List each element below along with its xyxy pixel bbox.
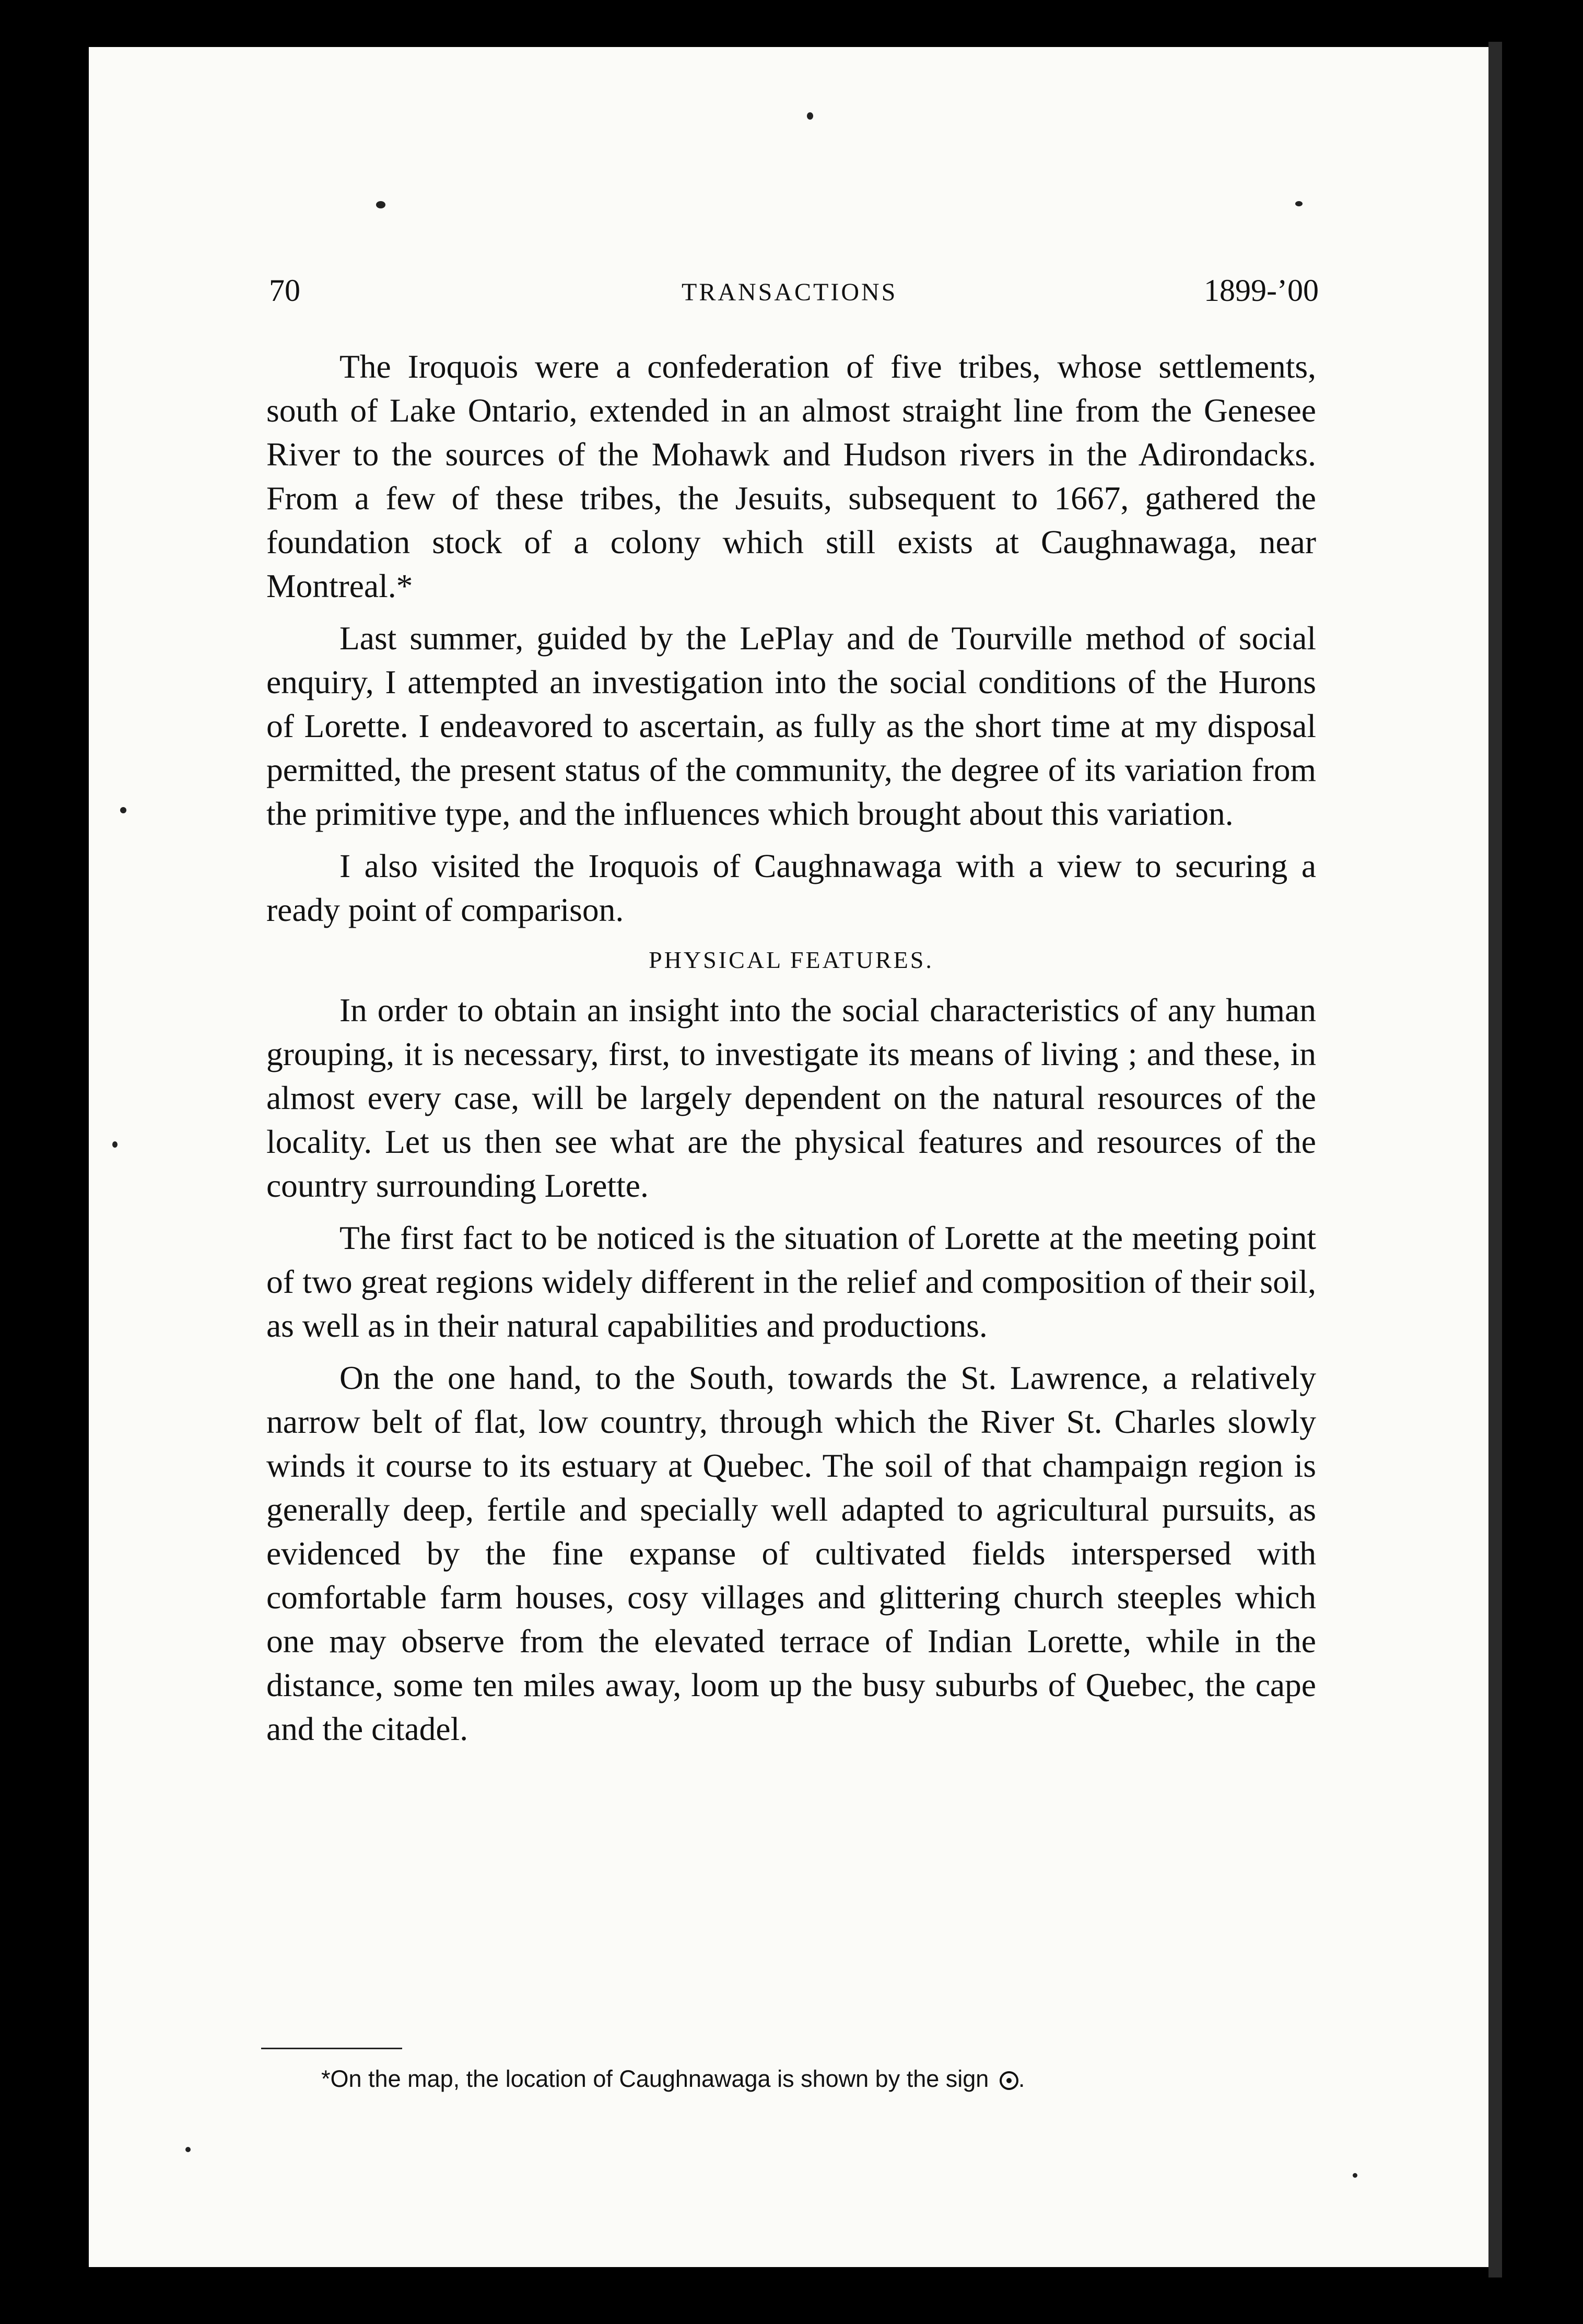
scan-speck bbox=[185, 2147, 191, 2152]
page-number: 70 bbox=[269, 273, 300, 308]
scan-speck bbox=[1353, 2173, 1357, 2178]
circled-dot-icon bbox=[1000, 2071, 1018, 2090]
running-title: TRANSACTIONS bbox=[682, 278, 898, 306]
scan-speck bbox=[376, 201, 385, 208]
running-head bbox=[269, 273, 1319, 320]
scan-speck bbox=[807, 112, 813, 120]
paragraph: The Iroquois were a confederation of five tribes, whose settlements, south of Lake Ontario, extended in an almost straight line from the Genesee River to the sources of the Mohawk and Hudson rivers in the Adirondacks. From a few of these tribes, the Jesuits, subsequent to 1667, gathered the foundation stock of a colony which still exists at Caughnawaga, near Montreal.* bbox=[266, 348, 1316, 604]
body-text bbox=[266, 345, 1316, 1759]
paragraph: In order to obtain an insight into the social characteristics of any human grouping, it is necessary, first, to investigate its means of living ; and these, in almost every case, will be largely dependent on the natural resources of the locality. Let us then see what are the physical features and resources of the country surrounding Lorette. bbox=[266, 991, 1316, 1204]
scan-speck bbox=[112, 1141, 118, 1148]
volume-year: 1899-’00 bbox=[1204, 273, 1319, 308]
footnote-rule bbox=[261, 2048, 402, 2049]
paragraph: I also visited the Iroquois of Caughnawaga with a view to securing a ready point of comparison. bbox=[266, 847, 1316, 928]
paragraph: The first fact to be noticed is the situation of Lorette at the meeting point of two great regions widely different in the relief and composition of their soil, as well as in their natural capabilities and productions. bbox=[266, 1219, 1316, 1344]
page-edge-shadow bbox=[1488, 42, 1502, 2278]
footnote-period: . bbox=[1018, 2065, 1025, 2092]
paragraph: Last summer, guided by the LePlay and de Tourville method of social enquiry, I attempted an investigation into the social conditions of the Hurons of Lorette. I endeavored to ascertain, as fully as the short time at my disposal permitted, the present status of the community, the degree of its variation from the primitive type, and the influences which brought about this variation. bbox=[266, 620, 1316, 832]
scan-speck bbox=[120, 807, 126, 813]
paragraph: On the one hand, to the South, towards the St. Lawrence, a relatively narrow belt of flat, low country, through which the River St. Charles slowly winds it course to its estuary at Quebec. The soil of that champaign region is generally deep, fertile and specially well adapted to agricultural pursuits, as evidenced by the fine expanse of cultivated fields interspersed with comfortable farm houses, cosy villages and glittering church steeples which one may observe from the elevated terrace of Indian Lorette, while in the distance, some ten miles away, loom up the busy suburbs of Quebec, the cape and the citadel. bbox=[266, 1359, 1316, 1747]
footnote-text: *On the map, the location of Caughnawaga is shown by the sign bbox=[321, 2065, 989, 2092]
scan-speck bbox=[1295, 201, 1303, 206]
footnote bbox=[321, 2063, 1314, 2095]
section-heading: PHYSICAL FEATURES. bbox=[649, 947, 934, 973]
